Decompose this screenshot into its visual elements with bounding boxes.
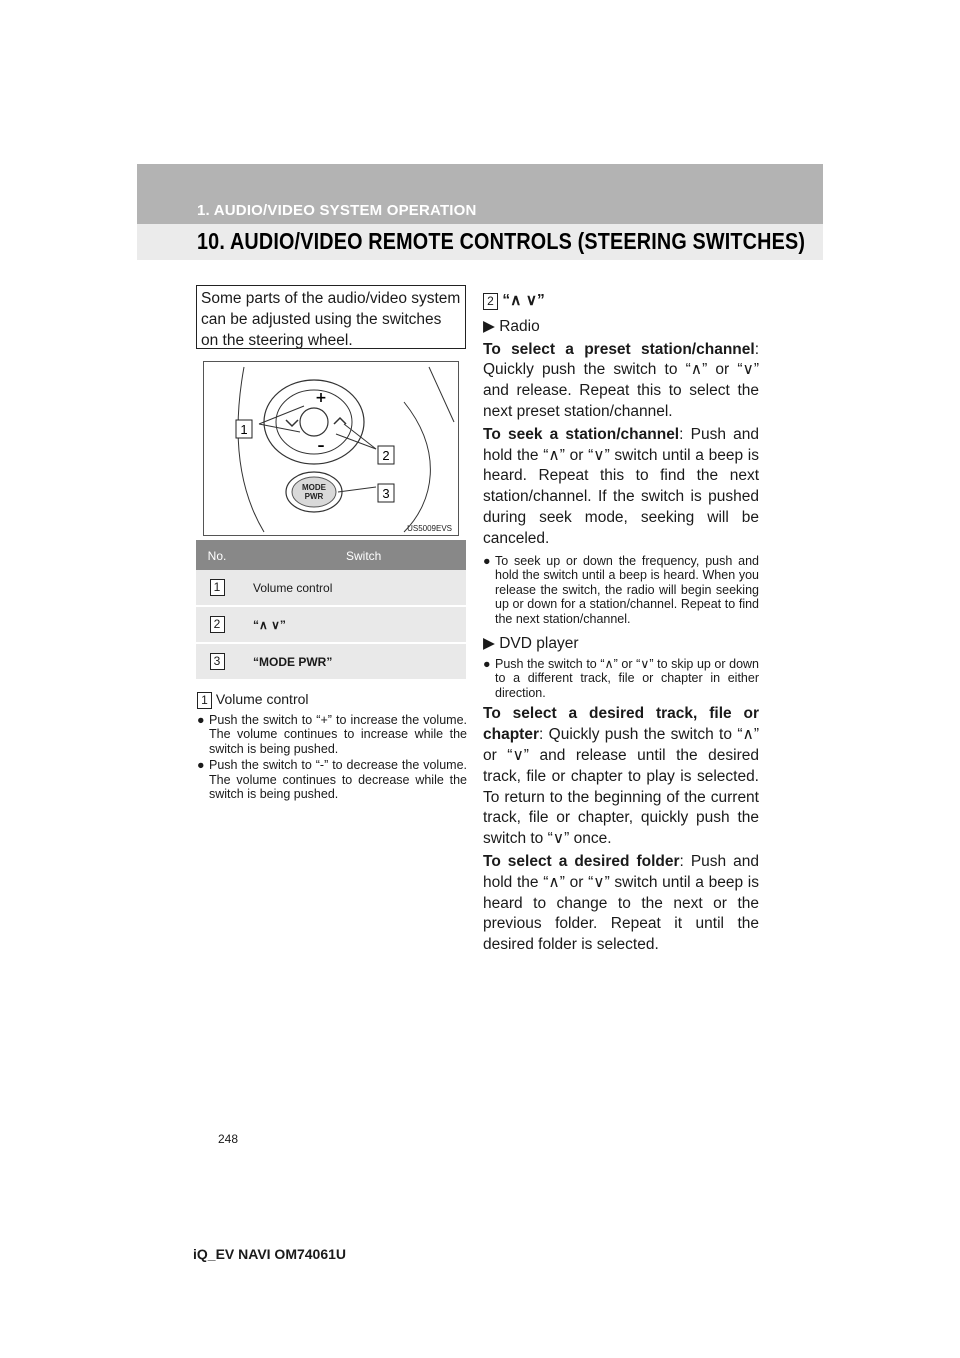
- col-switch-header: Switch: [346, 549, 382, 563]
- table-header: [196, 540, 466, 570]
- dvd-heading: ▶ DVD player: [483, 635, 579, 653]
- switch-table: [196, 540, 466, 681]
- seek-paragraph: To seek a station/channel: Push and hold the “∧” or “∨” switch until a beep is heard. Repeat this to find the next station/channel. If the switch is pushed during seek mode, seeking will be canceled.: [483, 425, 759, 547]
- preset-paragraph: To select a preset station/channel: Quickly push the switch to “∧” or “∨” and release. Repeat this to select the next preset station/channel.: [483, 340, 759, 420]
- triangle-icon: ▶: [483, 635, 495, 653]
- table-row: [196, 644, 466, 681]
- figure-code: US5009EVS: [407, 524, 452, 533]
- list-item: [197, 713, 467, 757]
- page-number: 248: [218, 1132, 239, 1146]
- row-switch: “∧ ∨”: [253, 618, 286, 632]
- folder-paragraph: To select a desired folder: Push and hold the “∧” or “∨” switch until a beep is heard to change to the next or the previous folder. Repeat it until the desired folder is selected.: [483, 852, 759, 954]
- track-paragraph: To select a desired track, file or chapter: Quickly push the switch to “∧” or “∨” and release until the desired track, file or chapter to play is selected. To return to the beginning of the current track, file or chapter, quickly push the switch to “∨” once.: [483, 705, 759, 848]
- list-item: [197, 758, 467, 802]
- up-arrow-icon: [334, 418, 346, 424]
- section-2-title: “∧ ∨”: [502, 292, 545, 309]
- section-1-number: 1: [197, 692, 212, 709]
- callout-1: 1: [240, 422, 248, 437]
- mode-label: MODE: [302, 483, 326, 492]
- header-band: [137, 164, 823, 224]
- section-1-title: Volume control: [215, 691, 309, 707]
- row-number: 1: [210, 579, 225, 596]
- pwr-label: PWR: [304, 492, 324, 501]
- section-band: [137, 224, 823, 260]
- triangle-icon: ▶: [483, 317, 495, 335]
- section-1-heading: [197, 689, 467, 710]
- left-column-text: [197, 689, 467, 802]
- volume-down-note: Push the switch to “-” to decrease the volume. The volume continues to decrease while the switch is being pushed.: [209, 758, 467, 802]
- plus-icon: +: [315, 390, 327, 406]
- minus-icon: –: [317, 438, 325, 454]
- row-switch: “MODE PWR”: [253, 655, 333, 669]
- callout-3: 3: [382, 486, 390, 501]
- intro-box: Some parts of the audio/video system can be adjusted using the switches on the steering wheel.: [196, 285, 466, 349]
- radio-heading: ▶ Radio: [483, 317, 540, 335]
- bullet-icon: ●: [197, 712, 205, 727]
- bullet-icon: ●: [483, 553, 491, 568]
- col-no-header: No.: [207, 549, 227, 563]
- row-number: 3: [210, 653, 225, 670]
- table-row: [196, 607, 466, 644]
- callout-2: 2: [382, 448, 390, 463]
- table-row: [196, 570, 466, 607]
- seek-note: To seek up or down the frequency, push and hold the switch until a beep is heard. When you release the switch, the radio will begin seeking up or down for a station/channel. Repeat to find the next station/channel.: [495, 553, 759, 626]
- section-2-heading: [483, 291, 759, 312]
- bullet-icon: ●: [483, 656, 491, 671]
- bullet-icon: ●: [197, 758, 205, 773]
- row-number: 2: [210, 616, 225, 633]
- volume-up-note: Push the switch to “+” to increase the volume. The volume continues to increase while the switch is being pushed.: [209, 712, 467, 756]
- steering-switch-illustration: [204, 362, 459, 536]
- chapter-title: 1. AUDIO/VIDEO SYSTEM OPERATION: [197, 202, 477, 219]
- row-switch: Volume control: [253, 581, 333, 595]
- down-arrow-icon: [286, 420, 298, 426]
- section-2-number: 2: [483, 293, 498, 310]
- dvd-note: Push the switch to “∧” or “∨” to skip up or down to a different track, file or chapter in either direction.: [495, 656, 759, 700]
- list-item: [483, 554, 759, 627]
- section-title: 10. AUDIO/VIDEO REMOTE CONTROLS (STEERING SWITCHES): [197, 228, 806, 254]
- footer-code: iQ_EV NAVI OM74061U: [193, 1246, 347, 1262]
- list-item: [483, 657, 759, 701]
- steering-switch-figure: [203, 361, 459, 536]
- right-column-text: [483, 291, 759, 956]
